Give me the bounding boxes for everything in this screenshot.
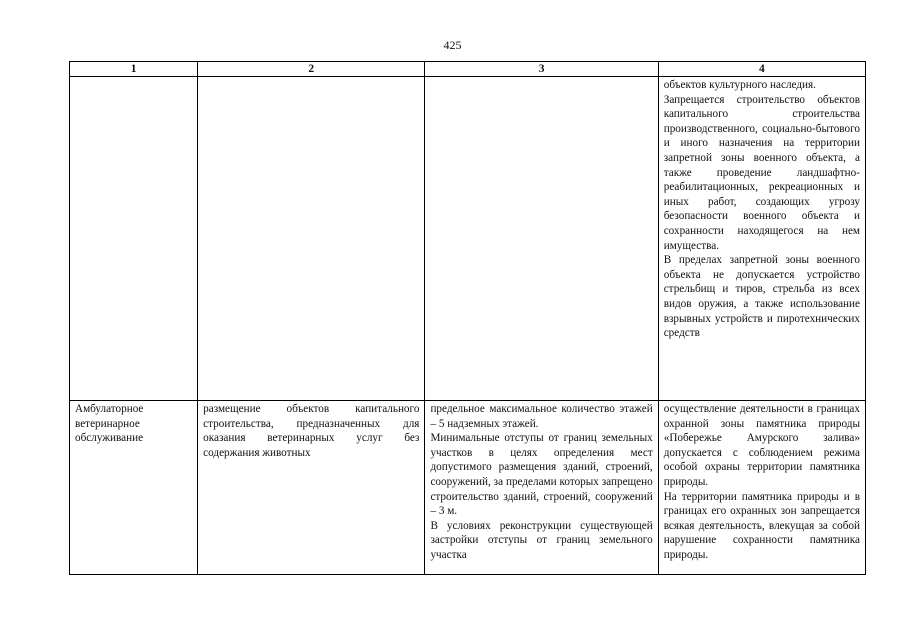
- cell-use-description: [198, 77, 425, 401]
- header-row: [70, 62, 866, 77]
- cell-restrictions: [658, 77, 865, 401]
- cell-use-type: Амбулаторное ветеринарное обслуживание: [70, 401, 198, 575]
- cell-restrictions: [658, 401, 865, 575]
- table-row: [70, 77, 866, 401]
- cell-use-type: [70, 77, 198, 401]
- restriction-paragraph: осуществление деятельности в границах охранной зоны памятника природы «Побережье Амурского залива» допускается с соблюдением режима особой охраны территории памятника природы.: [663, 403, 860, 488]
- restriction-paragraph: На территории памятника природы и в границах его охранных зон запрещается всякая деятельность, влекущая за собой нарушение сохранности памятника природы.: [663, 490, 860, 561]
- page-number: 425: [443, 38, 462, 52]
- restriction-paragraph: В пределах запретной зоны военного объекта не допускается устройство стрельбищ и тиров, стрельба из всех видов оружия, а также использование взрывных устройств и пиротехнических средств: [663, 254, 860, 340]
- cell-parameters: [425, 401, 658, 575]
- column-header-2: 2: [198, 62, 425, 77]
- zoning-table: [69, 61, 866, 575]
- parameter-paragraph: Минимальные отступы от границ земельных участков в целях определения мест допустимого размещения зданий, строений, сооружений, за пределами которых запрещено строительство зданий, строений, сооружений – 3 м.: [430, 432, 653, 518]
- column-header-4: 4: [658, 62, 865, 77]
- table-row: [70, 401, 866, 575]
- column-header-1: 1: [70, 62, 198, 77]
- restriction-paragraph: Запрещается строительство объектов капитального строительства производственного, социально-бытового и иного назначения на территории запретной зоны военного объекта, а также проведение ландшафтно-реабилитационных, рекреационных и иных работ, создающих угрозу безопасности военного объекта и сохранности находящегося на нем имущества.: [663, 93, 860, 252]
- column-header-3: 3: [425, 62, 658, 77]
- parameter-paragraph: В условиях реконструкции существующей застройки отступы от границ земельного участка: [430, 519, 653, 561]
- restriction-paragraph: объектов культурного наследия.: [663, 79, 816, 91]
- cell-use-description: размещение объектов капитального строительства, предназначенных для оказания ветеринарных услуг без содержания животных: [198, 401, 425, 575]
- parameter-paragraph: предельное максимальное количество этажей – 5 надземных этажей.: [430, 403, 653, 430]
- cell-parameters: [425, 77, 658, 401]
